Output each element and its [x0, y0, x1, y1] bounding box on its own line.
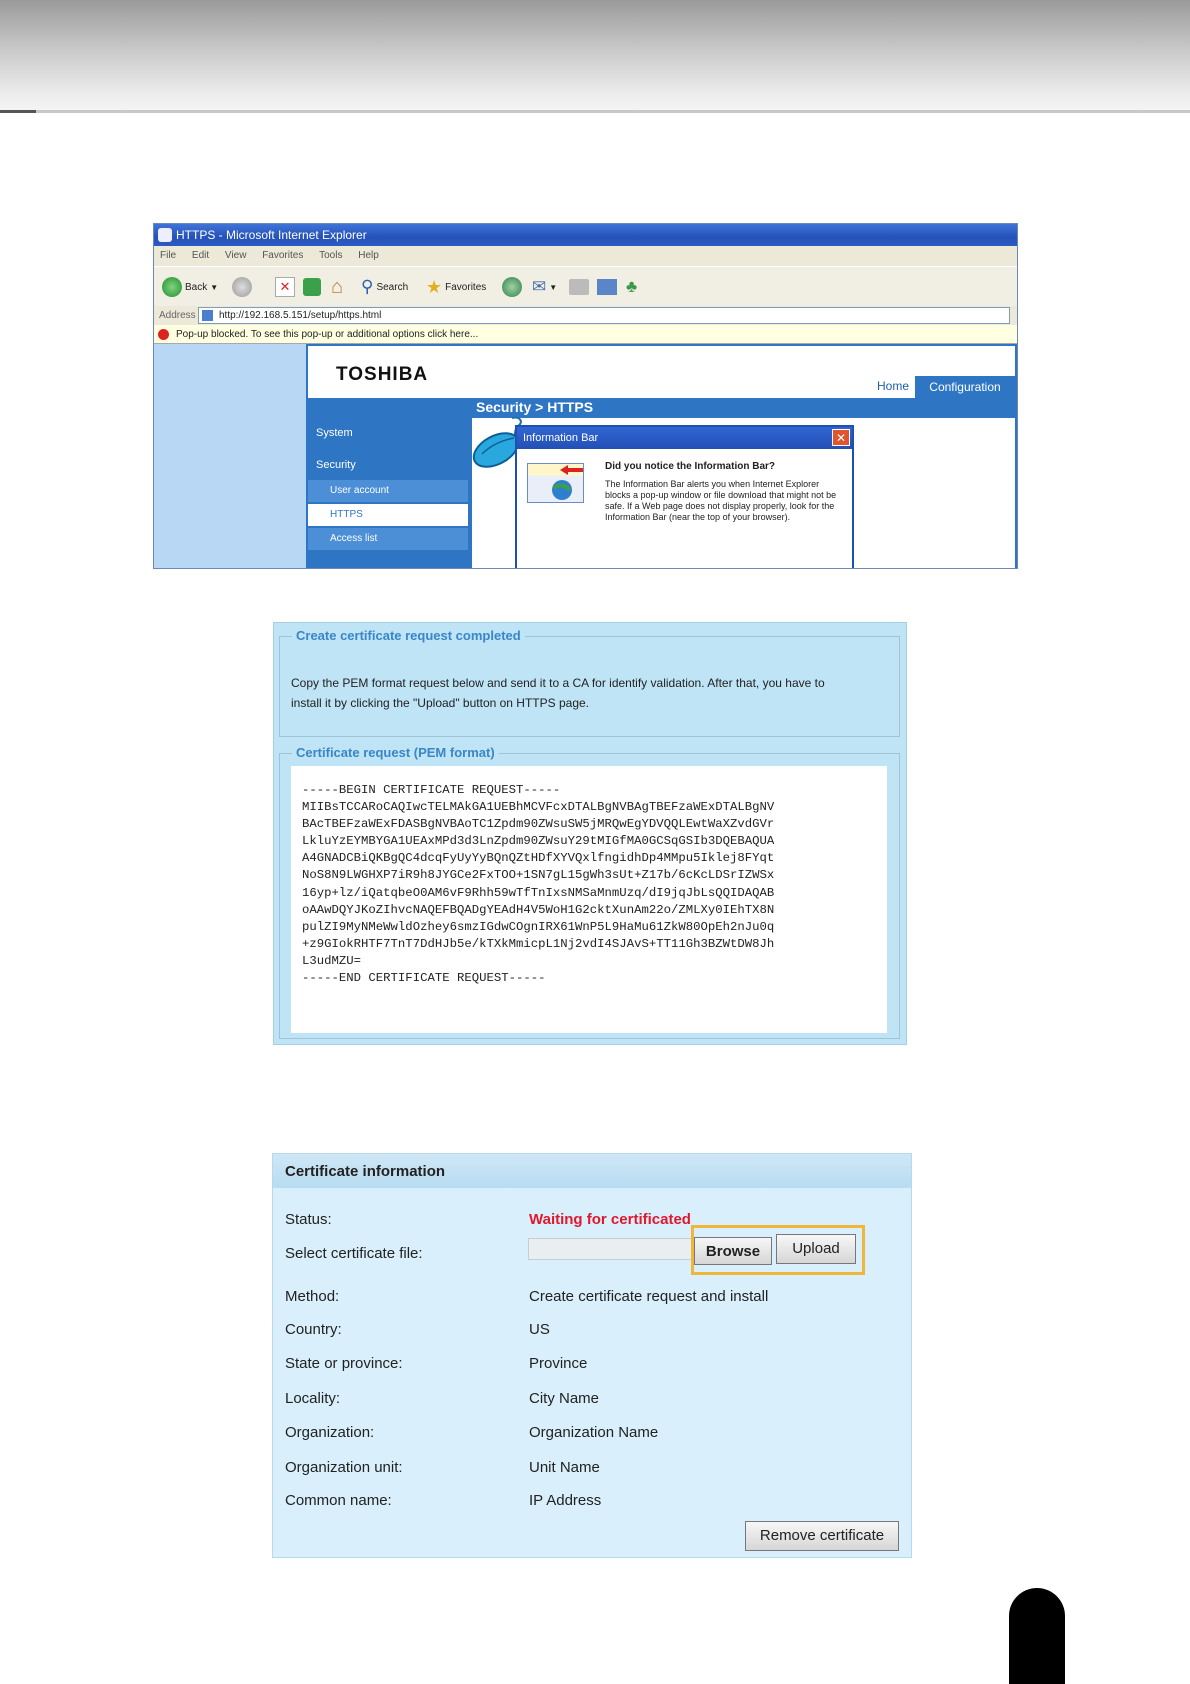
instructions-line-1: Copy the PEM format request below and send it to a CA for identify validation. After that, you have to — [291, 676, 825, 690]
globe-icon — [527, 463, 584, 503]
search-button[interactable] — [361, 275, 408, 299]
star-icon: ★ — [426, 276, 443, 297]
chevron-down-icon: ▼ — [210, 282, 219, 292]
favorites-button[interactable] — [426, 275, 486, 299]
messenger-button[interactable] — [626, 275, 637, 299]
state-label: State or province: — [285, 1355, 403, 1372]
org-unit-label: Organization unit: — [285, 1459, 403, 1476]
page-number-tab — [1009, 1588, 1065, 1684]
page-header-banner — [0, 0, 1190, 110]
ie-logo-icon — [158, 228, 172, 242]
edit-button[interactable] — [597, 275, 617, 299]
ie-browser-window — [153, 223, 1018, 569]
certificate-request-panel — [273, 622, 907, 1045]
menu-view[interactable]: View — [224, 250, 247, 261]
page-icon — [202, 310, 213, 321]
favorites-label: Favorites — [445, 281, 487, 293]
browse-button[interactable]: Browse — [694, 1237, 772, 1265]
status-label: Status: — [285, 1211, 332, 1228]
menu-edit[interactable]: Edit — [191, 250, 210, 261]
blocked-icon — [158, 329, 169, 340]
menu-file[interactable]: File — [160, 250, 177, 261]
address-input[interactable] — [198, 307, 1010, 324]
request-completed-legend: Create certificate request completed — [292, 628, 525, 643]
toshiba-logo: TOSHIBA — [336, 364, 429, 385]
ie-menubar — [154, 246, 1017, 266]
forward-arrow-icon — [232, 277, 252, 297]
sidebar-item-security[interactable]: Security — [316, 459, 356, 471]
messenger-icon: ♣ — [626, 277, 638, 296]
address-url: http://192.168.5.151/setup/https.html — [219, 310, 382, 321]
sidebar-item-user-account[interactable]: User account — [308, 480, 468, 502]
back-button[interactable] — [162, 275, 218, 299]
home-button[interactable] — [331, 275, 343, 299]
certificate-info-panel — [272, 1153, 912, 1558]
locality-value: City Name — [529, 1390, 600, 1407]
ie-window-title: HTTPS - Microsoft Internet Explorer — [176, 228, 367, 242]
menu-favorites[interactable]: Favorites — [262, 250, 304, 261]
header-rule — [0, 110, 1190, 113]
pem-text: -----BEGIN CERTIFICATE REQUEST----- MIIBsTCCARoCAQIwcTELMAkGA1UEBhMCVFcxDTALBgNVBAgTBEFzaWExDTALBgNV BAcTBEFzaWExFDASBgNVBAoTC1Zpdm90ZWsuSW5jMRQwEgYDVQQLEwtWaXZvdGVr LkluYzEYMBYGA1UEAxMPd3d3LnZpdm90ZWsuY29tMIGfMA0GCSqGSIb3DQEBAQUA A4GNADCBiQKBgQC4dcqFyUyYyBQnQZtHDfXYVQxlfngidhDp4MMpu5Iklej8FYqt NoS8N9LWGHXP7iR9h8JYGCe2FxTOO+1SN7gL15gWh3sUt+Z17b/6cKcLDSrIZWSx 16yp+lz/iQatqbeO0AM6vF9Rhh59wTfTnIxsNMSaMnmUzq/dI9jqJbLsQQIDAQAB oAAwDQYJKoZIhvcNAQEFBQADgYEAdH4V5WoH1G2cktXunAm22o/ZMLXy0IEhTX8N pulZI9MyNMeWwldOzhey6smzIGdwCOgnIRX61WnP5L9HaMu61ZkW80OpEh2nJu0q +z9GIokRHTF7TnT7DdHJb5e/kTXkMmicpL1Nj2vdI4SJAvS+TT11Gh3BZWtDW8Jh L3udMZU= -----END CERTIFICATE REQUEST----- — [302, 783, 775, 986]
stop-icon: ✕ — [275, 277, 295, 297]
mail-button[interactable] — [532, 275, 557, 299]
nav-home-link[interactable]: Home — [876, 379, 909, 393]
dialog-question: Did you notice the Information Bar? — [605, 461, 776, 472]
ie-page-content — [154, 344, 1017, 568]
chevron-down-icon: ▼ — [549, 282, 558, 292]
history-icon — [502, 277, 522, 297]
sidebar-item-https[interactable]: HTTPS — [308, 504, 468, 526]
history-button[interactable] — [502, 275, 522, 299]
printer-icon — [569, 279, 589, 295]
address-label: Address — [159, 310, 196, 321]
back-label: Back — [185, 281, 208, 293]
nav-configuration-tab[interactable]: Configuration — [915, 376, 1015, 398]
status-value: Waiting for certificated — [529, 1211, 691, 1228]
menu-help[interactable]: Help — [358, 250, 379, 261]
state-value: Province — [529, 1355, 588, 1372]
edit-icon — [597, 279, 617, 295]
information-bar-dialog — [515, 425, 854, 568]
home-icon: ⌂ — [331, 275, 344, 298]
method-value: Create certificate request and install — [529, 1288, 769, 1305]
instructions-line-2: install it by clicking the "Upload" button on HTTPS page. — [291, 696, 590, 710]
common-name-value: IP Address — [529, 1492, 602, 1509]
dialog-title: Information Bar — [517, 427, 852, 449]
search-icon: ⚲ — [361, 277, 374, 296]
forward-button[interactable] — [232, 275, 252, 299]
ie-titlebar — [154, 224, 1017, 246]
method-label: Method: — [285, 1288, 340, 1305]
breadcrumb: Security > HTTPS — [476, 399, 594, 415]
mail-icon: ✉ — [532, 277, 547, 296]
request-completed-fieldset — [279, 628, 900, 737]
locality-label: Locality: — [285, 1390, 341, 1407]
back-arrow-icon — [162, 277, 182, 297]
pem-legend: Certificate request (PEM format) — [292, 745, 499, 760]
pem-textarea[interactable] — [291, 766, 887, 1033]
sidebar-item-access-list[interactable]: Access list — [308, 528, 468, 550]
country-label: Country: — [285, 1321, 342, 1338]
ie-toolbar — [154, 266, 1017, 308]
common-name-label: Common name: — [285, 1492, 392, 1509]
menu-tools[interactable]: Tools — [319, 250, 343, 261]
org-unit-value: Unit Name — [529, 1459, 600, 1476]
organization-label: Organization: — [285, 1424, 375, 1441]
toshiba-header — [308, 346, 1015, 398]
dialog-body — [517, 449, 852, 569]
ie-address-bar — [154, 306, 1017, 325]
refresh-icon — [303, 278, 321, 296]
upload-button[interactable]: Upload — [776, 1234, 856, 1264]
certificate-file-input[interactable] — [528, 1238, 693, 1260]
popup-blocked-infobar[interactable] — [154, 325, 1017, 344]
organization-value: Organization Name — [529, 1424, 659, 1441]
remove-certificate-button[interactable]: Remove certificate — [745, 1521, 899, 1551]
refresh-button[interactable] — [303, 275, 321, 299]
popup-blocked-text: Pop-up blocked. To see this pop-up or additional options click here... — [176, 329, 479, 340]
header-rule-accent — [0, 110, 36, 113]
select-file-label: Select certificate file: — [285, 1245, 423, 1262]
certificate-info-title: Certificate information — [285, 1163, 446, 1180]
stop-button[interactable] — [275, 275, 295, 299]
sidebar — [308, 418, 468, 568]
certificate-info-header — [273, 1154, 911, 1188]
sidebar-item-system[interactable]: System — [316, 427, 353, 439]
print-button[interactable] — [569, 275, 589, 299]
search-label: Search — [376, 281, 409, 293]
close-icon[interactable]: ✕ — [832, 429, 850, 446]
dialog-text: The Information Bar alerts you when Internet Explorer blocks a pop-up window or file download that might not be safe. If a Web page does not display properly, look for the Information Bar (near the top of your browser). — [605, 479, 837, 522]
country-value: US — [529, 1321, 550, 1338]
info-bar-illustration — [528, 464, 583, 502]
